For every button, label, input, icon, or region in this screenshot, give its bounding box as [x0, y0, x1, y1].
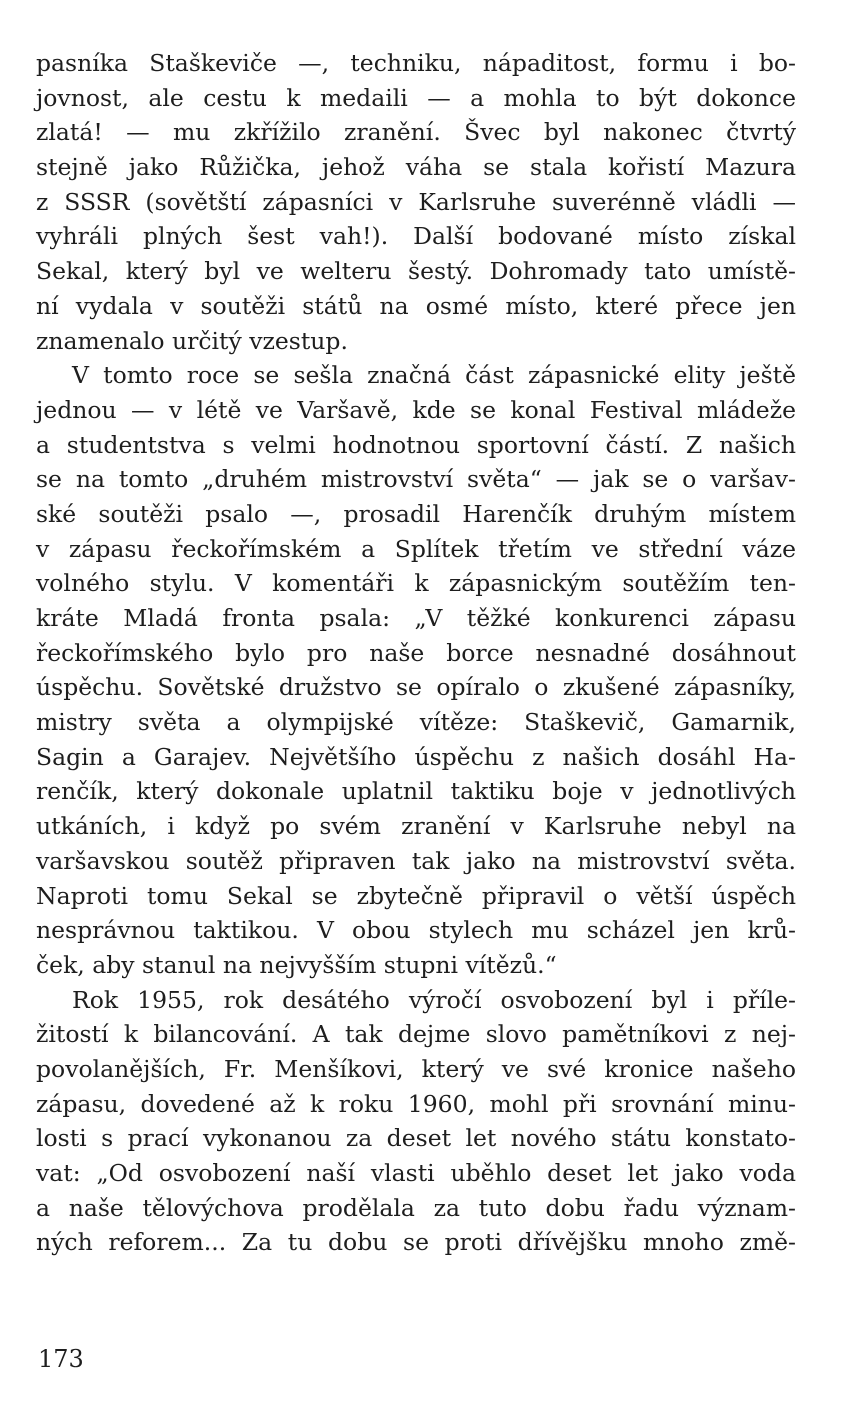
- text-line: mistry světa a olympijské vítěze: Staškevič, Gamarnik,: [36, 708, 796, 737]
- text-line: ské soutěži psalo —, prosadil Harenčík druhým místem: [36, 499, 796, 528]
- text-line: ček, aby stanul na nejvyšším stupni vítězů.“: [36, 950, 557, 979]
- text-line: utkáních, i když po svém zranění v Karlsruhe nebyl na: [36, 812, 796, 841]
- text-line: nesprávnou taktikou. V obou stylech mu scházel jen krů-: [36, 916, 796, 945]
- text-line: v zápasu řeckořímském a Splítek třetím ve střední váze: [36, 534, 796, 563]
- text-line: volného stylu. V komentáři k zápasnickým soutěžím ten-: [36, 569, 796, 598]
- text-line: z SSSR (sovětští zápasníci v Karlsruhe suverénně vládli —: [36, 187, 796, 216]
- text-line: žitostí k bilancování. A tak dejme slovo pamětníkovi z nej-: [36, 1020, 796, 1049]
- text-line: pasníka Staškeviče —, techniku, nápaditost, formu i bo-: [36, 49, 796, 77]
- text-line: Sekal, který byl ve welteru šestý. Dohromady tato umístě-: [36, 257, 796, 286]
- page-text: [36, 46, 796, 1260]
- text-line: znamenalo určitý vzestup.: [36, 326, 348, 355]
- text-line: varšavskou soutěž připraven tak jako na mistrovství světa.: [36, 846, 796, 875]
- text-line: úspěchu. Sovětské družstvo se opíralo o zkušené zápasníky,: [36, 673, 796, 702]
- text-line: losti s prací vykonanou za deset let nového státu konstato-: [36, 1124, 796, 1153]
- text-line: zlatá! — mu zkřížilo zranění. Švec byl nakonec čtvrtý: [36, 118, 796, 147]
- text-line: kráte Mladá fronta psala: „V těžké konkurenci zápasu: [36, 604, 796, 632]
- text-line: V tomto roce se sešla značná část zápasnické elity ještě: [72, 361, 796, 390]
- text-line: jovnost, ale cestu k medaili — a mohla to být dokonce: [36, 83, 796, 112]
- text-line: vyhráli plných šest vah!). Další bodované místo získal: [36, 222, 796, 251]
- text-line: ných reforem... Za tu dobu se proti dřívějšku mnoho změ-: [36, 1228, 796, 1257]
- page-number: 173: [38, 1345, 84, 1373]
- text-line: a naše tělovýchova prodělala za tuto dobu řadu význam-: [36, 1193, 796, 1222]
- text-line: renčík, který dokonale uplatnil taktiku boje v jednotlivých: [36, 777, 796, 806]
- paragraph-2: [36, 358, 796, 982]
- text-line: a studentstva s velmi hodnotnou sportovní částí. Z našich: [36, 430, 796, 459]
- text-line: jednou — v létě ve Varšavě, kde se konal Festival mládeže: [36, 395, 796, 424]
- text-line: povolanějších, Fr. Menšíkovi, který ve své kronice našeho: [36, 1054, 796, 1083]
- text-line: se na tomto „druhém mistrovství světa“ — jak se o varšav-: [36, 465, 796, 494]
- text-line: zápasu, dovedené až k roku 1960, mohl při srovnání minu-: [36, 1089, 796, 1118]
- text-line: Naproti tomu Sekal se zbytečně připravil o větší úspěch: [36, 881, 796, 910]
- text-line: Rok 1955, rok desátého výročí osvobození byl i příle-: [72, 985, 796, 1014]
- text-line: ní vydala v soutěži států na osmé místo, které přece jen: [36, 291, 796, 320]
- text-line: Sagin a Garajev. Největšího úspěchu z našich dosáhl Ha-: [36, 742, 796, 771]
- paragraph-3: [36, 983, 796, 1261]
- text-line: vat: „Od osvobození naší vlasti uběhlo deset let jako voda: [36, 1159, 796, 1187]
- text-line: řeckořímského bylo pro naše borce nesnadné dosáhnout: [36, 638, 796, 667]
- text-line: stejně jako Růžička, jehož váha se stala kořistí Mazura: [36, 153, 796, 182]
- paragraph-1: [36, 46, 796, 358]
